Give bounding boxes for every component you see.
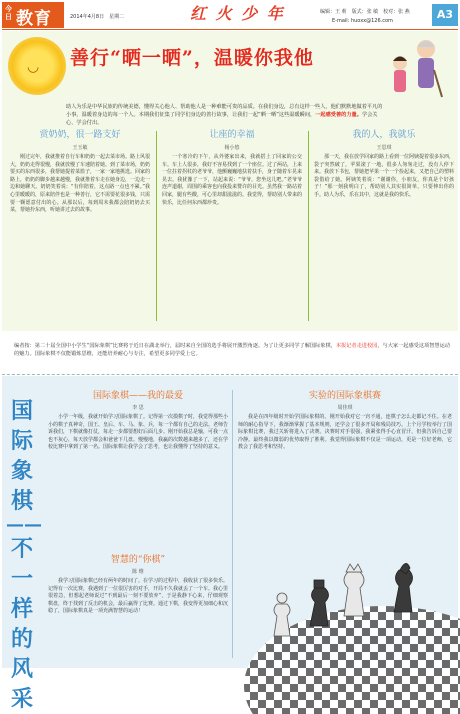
column-title: 红 火 少 年 xyxy=(190,4,285,23)
editor-credits: 编辑：王 莉 版式：张 敏 校对：张 燕 xyxy=(320,9,410,15)
column-title-1: 赏奶奶，很一路支好 xyxy=(39,130,121,140)
logo-small-text: 今日 xyxy=(5,5,12,21)
sun-illustration-icon: ◡ xyxy=(8,37,66,95)
contact-email: E-mail: huoxx@126.com xyxy=(332,18,393,24)
chess-column-3 xyxy=(238,388,452,452)
chess-pieces-illustration-icon xyxy=(234,516,458,668)
feature-column-3 xyxy=(314,127,454,327)
column-body-3: 那一天，我在放学回家的路上看到一位阿姨提着很多东西，袋子突然破了，苹果滚了一地。很多人匆匆走过，没有人停下来。我放下书包，帮她把苹果一个一个捡起来，又把自己的塑料袋借给了她。阿姨笑着说：“谢谢你，小朋友，你真是个好孩子！”那一刻我明白了，帮助别人其实很简单，只要伸出你的手。助人为乐，乐在其中，这就是我的快乐。 xyxy=(314,154,455,198)
editor-note xyxy=(2,334,458,372)
chess-author-2: 陈 维 xyxy=(132,569,144,575)
title-char: 采 xyxy=(10,686,33,712)
feature-column-2 xyxy=(162,127,302,327)
grandma-child-illustration-icon xyxy=(374,35,454,101)
intro-text: 助人为乐是中华民族的传统美德，懂得关心他人、帮助他人是一种难能可贵的品质。在我们身边，总有这样一些人，他们默默地做着平凡的小事，温暖着身边的每一个人。本期我们征集了同学们身边的善行故事，让我们一起“晒一晒”这些温暖瞬间， xyxy=(66,104,383,118)
column-author-1: 王玉敏 xyxy=(72,145,88,151)
column-divider xyxy=(308,131,309,321)
column-body-1: 刚过完年，我就推着自行车和奶奶一起去菜市场。路上风很大，奶奶走得很慢，我就放慢了车速陪着她。到了菜市场，奶奶要买的东西很多，我帮她提着菜篮子，一家一家地挑选。回家的路上，奶奶的脚步越来越慢，我就推着车走在她身边，一边走一边和她聊天。奶奶笑着说：“有你陪着，这点路一点也不累。”我心里暖暖的，原来陪伴也是一种善行，它不需要花很多钱，只需要一颗愿意付出的心。从那以后，每到周末我都会陪奶奶去买菜，帮她拎东西，听她讲过去的故事。 xyxy=(10,154,151,214)
note-text: 编者按：第二十届全国中小学生“国际象棋”比赛将于近日在湖北举行，届时来自全国的选手将展开激烈角逐。为了让更多同学了解国际象棋， xyxy=(14,343,336,349)
title-char: 棋 xyxy=(10,488,33,514)
feature-section xyxy=(2,31,458,331)
chess-body-1: 小学一年级，我就开始学习国际象棋了。记得第一次摸棋子时，我觉得那些小小的棋子真神奇，国王、皇后、车、马、象、兵，每一个都有自己的走法。老师告诉我们，下棋就像打仗，每走一步都要想好后面几步。刚开始我总是输，可我一点也不灰心，每天放学都会和爸爸下几盘。慢慢地，我赢的次数越来越多了，还在学校比赛中拿到了第一名。国际象棋让我学会了思考，也让我懂得了坚持的意义。 xyxy=(48,414,229,451)
chess-title-3: 实验的国际象棋赛 xyxy=(308,391,381,401)
title-char: 不 xyxy=(10,536,33,562)
issue-date: 2014年4月8日 星期二 xyxy=(70,14,125,20)
chess-author-1: 李 思 xyxy=(132,405,144,411)
masthead xyxy=(0,0,460,28)
title-char: 国 xyxy=(10,398,33,424)
title-char: 象 xyxy=(10,458,33,484)
intro-tail: 学会关心，学会付出。 xyxy=(66,112,378,126)
column-title-3: 我的人，我就乐 xyxy=(352,130,416,140)
chess-title-2: 智慧的“你棋” xyxy=(110,555,166,565)
feature-column-1 xyxy=(10,127,150,327)
chess-section xyxy=(2,376,458,712)
chess-column-1 xyxy=(48,388,228,452)
title-char: 样 xyxy=(10,596,33,622)
chess-body-3: 我是在四年级时开始学国际象棋的。刚开始我对它一窍不通，连棋子怎么走都记不住。在老师的耐心指导下，我渐渐掌握了基本规则，还学会了很多开局和残局技巧。上个月学校举行了国际象棋比赛，我过关斩将进入了决赛。决赛时对手很强，我紧张得手心直冒汗，但我告诉自己要冷静。最终我以微弱的优势取得了胜利。我觉得国际象棋不仅是一项运动，更是一位好老师，它教会了我思考和坚持。 xyxy=(238,414,452,451)
page-number-badge: A3 xyxy=(432,4,458,26)
chess-body-2: 我学习国际象棋已经有两年的时间了。在学习的过程中，我收获了很多快乐。记得有一次比赛，我遇到了一位很厉害的对手，开局不久我就丢了一个车。我心里很着急，但想起老师说过“不到最后一刻不要放弃”，于是我静下心来，仔细观察棋盘，终于找到了反击的机会，最后赢得了比赛。通过下棋，我变得更加细心和沉稳了，国际象棋真是一项充满智慧的运动！ xyxy=(48,578,229,615)
logo-big-text: 教育 xyxy=(16,9,52,29)
intro-highlight: 一起感受善的力量。 xyxy=(315,112,362,118)
editor-note-text xyxy=(14,343,450,358)
chess-column-2 xyxy=(48,552,228,616)
section-logo xyxy=(2,2,64,28)
column-title-2: 让座的幸福 xyxy=(209,130,255,140)
feature-headline: 善行“晒一晒”，温暖你我他 xyxy=(70,47,314,69)
note-highlight: 本报记者走进校园 xyxy=(335,343,378,349)
column-body-2: 一个寒冷的下午，从外婆家出来，我就搭上了回家的公交车。车上人很多，我好不容易找到了一个座位。过了两站，上来一位拄着拐杖的老爷爷，他颤巍巍地扶着扶手，身子随着车晃来晃去。我犹豫了一下，站起来说：“爷爷，您坐这儿吧。”老爷爷连声道谢，周围的乘客也向我投来赞许的目光。虽然我一路站着回家，腿有些酸，可心里却甜滋滋的。我觉得，帮助别人带来的快乐，比任何东西都珍贵。 xyxy=(162,154,303,206)
title-dash: —— xyxy=(6,514,42,535)
column-divider xyxy=(232,390,233,658)
title-char: 际 xyxy=(10,428,33,454)
title-char: 风 xyxy=(10,656,33,682)
feature-intro xyxy=(66,103,384,127)
title-char: 一 xyxy=(10,566,33,592)
title-char: 的 xyxy=(10,626,33,652)
section-divider xyxy=(2,374,458,375)
masthead-divider xyxy=(2,29,458,30)
column-author-3: 王思琪 xyxy=(376,145,392,151)
note-tail: ，与大家一起感受这项智慧运动的魅力。国际象棋不仅能锻炼思维，还能培养耐心与专注，希望更多同学爱上它。 xyxy=(14,343,450,357)
column-author-2: 杨小悠 xyxy=(224,145,240,151)
chess-title-1: 国际象棋——我的最爱 xyxy=(92,391,183,401)
chess-author-3: 周佳琪 xyxy=(337,405,353,411)
chess-vertical-title xyxy=(6,396,42,714)
column-divider xyxy=(156,131,157,321)
